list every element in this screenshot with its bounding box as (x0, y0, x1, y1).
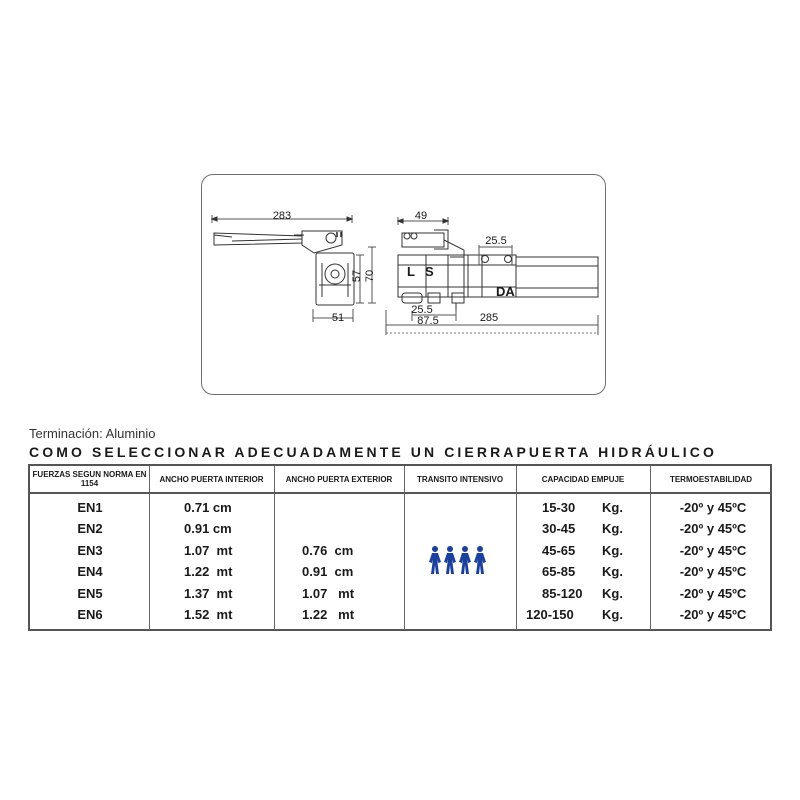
table-cell-unit: Kg. (602, 500, 623, 515)
label-da: DA (496, 284, 515, 299)
table-cell-capacity: 15-30 (542, 500, 576, 515)
dim-283: 283 (272, 210, 292, 222)
table-cell-unit: Kg. (602, 564, 623, 579)
table-cell-exterior: 0.91 cm (302, 564, 354, 579)
table-cell-capacity: 30-45 (542, 521, 576, 536)
table-cell-force: EN6 (77, 607, 103, 622)
table-cell-force: EN3 (77, 543, 103, 558)
table-cell-unit: Kg. (602, 607, 623, 622)
dim-285: 285 (479, 312, 499, 324)
table-cell-thermo: -20º y 45ºC (679, 586, 747, 601)
header-thermo: TERMOESTABILIDAD (669, 474, 753, 484)
arm-joint (302, 231, 342, 253)
pedestrians-icon (428, 545, 492, 575)
table-cell-unit: Kg. (602, 521, 623, 536)
table-cell-capacity: 45-65 (542, 543, 576, 558)
table-cell-interior: 1.22 mt (184, 564, 233, 579)
door-closer-drawing (202, 175, 607, 396)
table-cell-unit: Kg. (602, 586, 623, 601)
table-cell-thermo: -20º y 45ºC (679, 500, 747, 515)
selection-table (28, 464, 772, 631)
table-cell-thermo: -20º y 45ºC (679, 564, 747, 579)
header-capacity: CAPACIDAD EMPUJE (541, 474, 625, 484)
table-cell-capacity: 120-150 (526, 607, 574, 622)
table-cell-force: EN2 (77, 521, 103, 536)
body-spindle (325, 264, 345, 284)
table-cell-thermo: -20º y 45ºC (679, 607, 747, 622)
table-cell-interior: 0.91 cm (184, 521, 232, 536)
table-cell-force: EN4 (77, 564, 103, 579)
dim-51: 51 (331, 312, 345, 324)
table-cell-capacity: 85-120 (542, 586, 583, 601)
finish-label: Terminación: Aluminio (29, 426, 156, 441)
arm-pivot (326, 233, 336, 243)
header-force: FUERZAS SEGUN NORMA EN 1154 (32, 470, 147, 488)
table-cell-exterior: 0.76 cm (302, 543, 354, 558)
table-cell-thermo: -20º y 45ºC (679, 521, 747, 536)
table-cell-interior: 1.52 mt (184, 607, 233, 622)
table-cell-unit: Kg. (602, 543, 623, 558)
dim-70: 70 (364, 269, 376, 283)
dim-25-5-bottom: 25.5 (411, 304, 433, 316)
table-cell-thermo: -20º y 45ºC (679, 543, 747, 558)
dim-49: 49 (414, 210, 428, 222)
table-cell-exterior: 1.07 mt (302, 586, 355, 601)
header-traffic: TRANSITO INTENSIVO (416, 474, 504, 484)
dim-25-5-top: 25.5 (485, 235, 507, 247)
dim-57: 57 (351, 269, 363, 283)
table-cell-force: EN1 (77, 500, 103, 515)
header-interior-width: ANCHO PUERTA INTERIOR (159, 474, 264, 484)
closer-cylinder (516, 257, 598, 297)
dim-87-5: 87.5 (417, 315, 439, 327)
label-s: S (425, 264, 434, 279)
header-exterior-width: ANCHO PUERTA EXTERIOR (285, 474, 393, 484)
top-arm-right (402, 233, 444, 247)
table-cell-force: EN5 (77, 586, 103, 601)
technical-drawing-frame (201, 174, 606, 395)
table-cell-exterior: 1.22 mt (302, 607, 355, 622)
page-title: COMO SELECCIONAR ADECUADAMENTE UN CIERRAPUERTA HIDRÁULICO (29, 444, 717, 460)
table-cell-capacity: 65-85 (542, 564, 576, 579)
table-cell-interior: 1.37 mt (184, 586, 233, 601)
label-l: L (407, 264, 415, 279)
table-cell-interior: 0.71 cm (184, 500, 232, 515)
table-cell-interior: 1.07 mt (184, 543, 233, 558)
